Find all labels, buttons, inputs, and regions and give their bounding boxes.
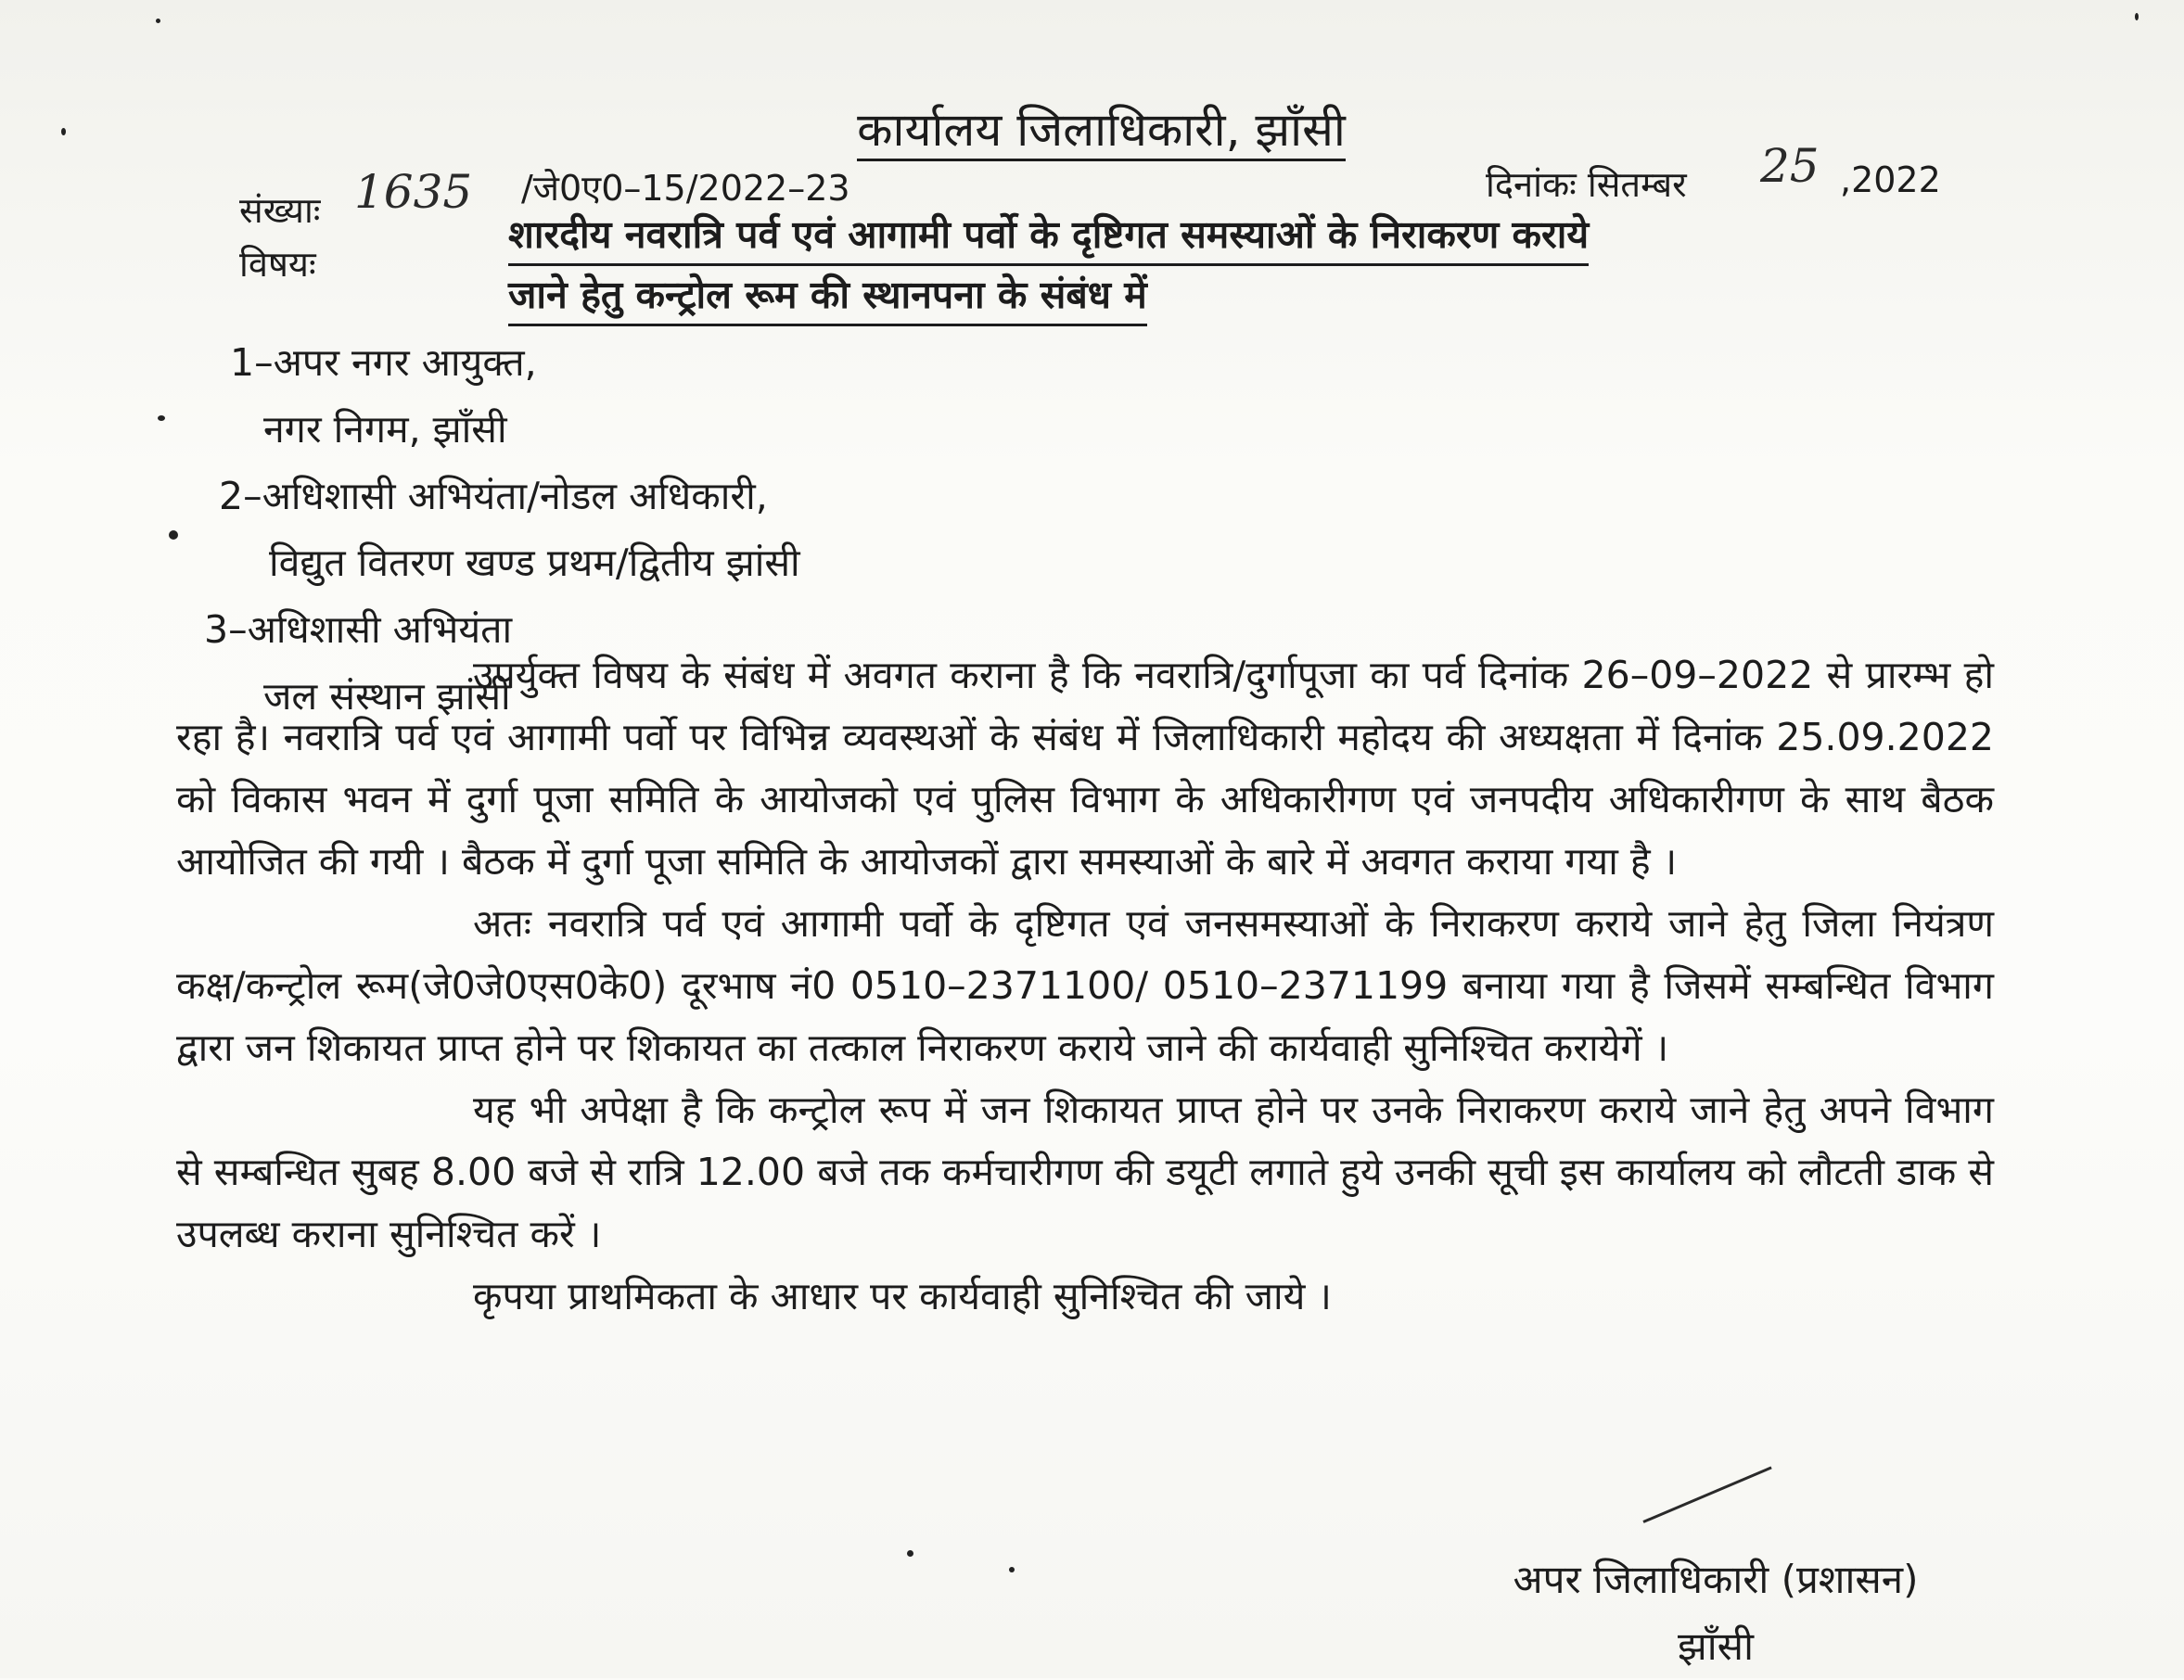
addressee-line: 3–अधिशासी अभियंता: [204, 607, 513, 652]
body-paragraph: यह भी अपेक्षा है कि कन्ट्रोल रूप में जन शिकायत प्राप्त होने पर उनके निराकरण कराये जाने हेतु अपने विभाग से सम्बन्धित सुबह 8.00 बजे से रात्रि 12.00 बजे तक कर्मचारीगण की डयूटी लगाते हुये उनकी सूची इस कार्यालय को लौटती डाक से उपलब्ध कराना सुनिश्चित करें ।: [176, 1088, 1994, 1256]
subject-text: [508, 206, 1589, 326]
addressee-line: जल संस्थान झांसी: [263, 674, 511, 719]
subject-line-1: शारदीय नवरात्रि पर्व एवं आगामी पर्वो के दृष्टिगत समस्याओं के निराकरण कराये: [508, 206, 1589, 266]
letter-body: [176, 644, 1994, 1328]
paper-speck: [61, 128, 66, 135]
addressee-line: नगर निगम, झाँसी: [263, 407, 507, 452]
body-paragraph: उपर्युक्त विषय के संबंध में अवगत कराना है कि नवरात्रि/दुर्गापूजा का पर्व दिनांक 26–09–2022 से प्रारम्भ हो रहा है। नवरात्रि पर्व एवं आगामी पर्वो पर विभिन्न व्यवस्थओं के संबंध में जिलाधिकारी महोदय की अध्यक्षता में दिनांक 25.09.2022 को विकास भवन में दुर्गा पूजा समिति के आयोजको एवं पुलिस विभाग के अधिकारीगण एवं जनपदीय अधिकारीगण के साथ बैठक आयोजित की गयी । बैठक में दुर्गा पूजा समिति के आयोजकों द्वारा समस्याओं के बारे में अवगत कराया गया है ।: [176, 653, 1994, 884]
signatory-block: [1428, 1546, 2003, 1680]
paper-speck: [2135, 13, 2139, 20]
signature-mark: [1642, 1467, 1771, 1523]
date-label: दिनांकः सितम्बर: [1486, 164, 1687, 205]
paper-speck: [169, 530, 178, 540]
addressee-line: 2–अधिशासी अभियंता/नोडल अधिकारी,: [219, 474, 768, 518]
addressee-line: 1–अपर नगर आयुक्त,: [230, 340, 537, 385]
date-year: ,2022: [1840, 159, 1941, 200]
signatory-place: झाँसी: [1678, 1623, 1754, 1669]
body-paragraph: अतः नवरात्रि पर्व एवं आगामी पर्वो के दृष्टिगत एवं जनसमस्याओं के निराकरण कराये जाने हेतु जिला नियंत्रण कक्ष/कन्ट्रोल रूम(जे0जे0एस0के0) दूरभाष नं0 0510–2371100/ 0510–2371199 बनाया गया है जिसमें सम्बन्धित विभाग द्वारा जन शिकायत प्राप्त होने पर शिकायत का तत्काल निराकरण कराये जाने की कार्यवाही सुनिश्चित करायेगें ।: [176, 901, 1994, 1070]
paper-speck: [156, 19, 160, 23]
paper-speck: [1009, 1567, 1015, 1572]
paper-speck: [907, 1550, 913, 1557]
date-handwritten: 25: [1760, 139, 1820, 193]
signatory-designation: अपर जिलाधिकारी (प्रशासन): [1513, 1557, 1919, 1602]
office-title: कार्यालय जिलाधिकारी, झाँसी: [0, 96, 2184, 159]
reference-label: संख्याः: [239, 190, 321, 231]
addressee-line: विद्युत वितरण खण्ड प्रथम/द्वितीय झांसी: [269, 541, 800, 585]
reference-suffix: /जे0ए0–15/2022–23: [521, 168, 850, 209]
reference-number-handwritten: 1635: [354, 165, 473, 219]
subject-label: विषयः: [239, 244, 316, 285]
subject-line-2: जाने हेतु कन्ट्रोल रूम की स्थानपना के संबंध में: [508, 266, 1147, 326]
body-paragraph: कृपया प्राथमिकता के आधार पर कार्यवाही सुनिश्चित की जाये ।: [473, 1274, 1332, 1318]
paper-speck: [158, 415, 165, 421]
